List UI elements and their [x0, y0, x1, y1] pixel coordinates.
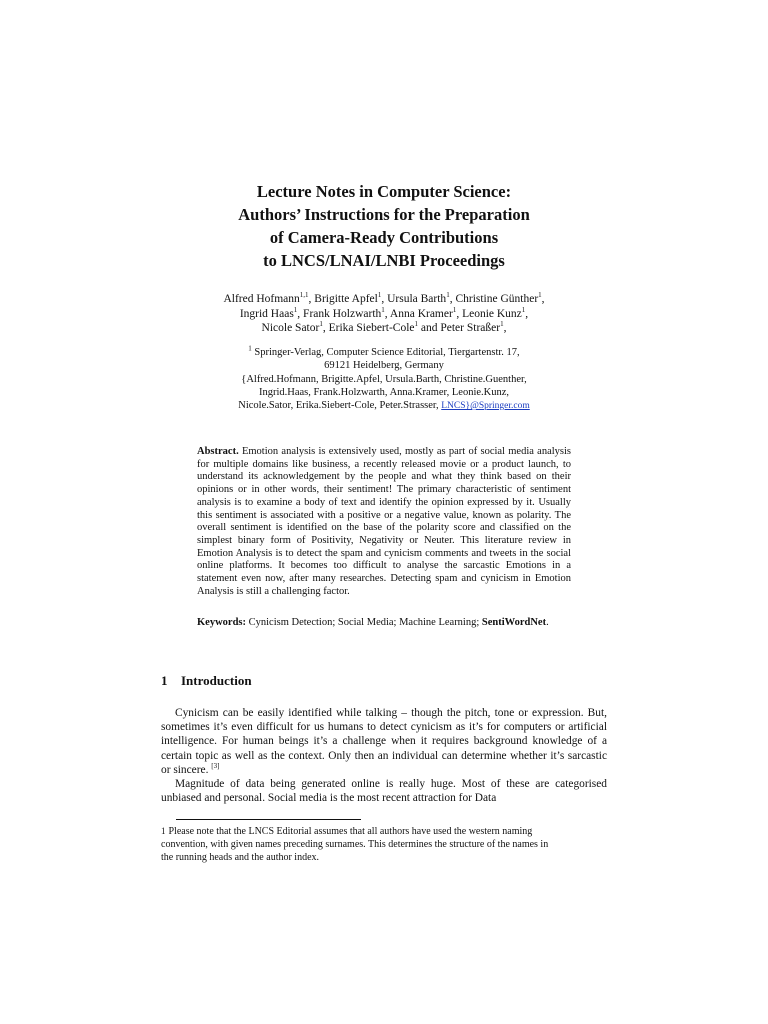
- section-title: Introduction: [181, 673, 252, 688]
- keywords-text: Cynicism Detection; Social Media; Machine Learning;: [246, 617, 482, 628]
- keywords: Keywords: Cynicism Detection; Social Media; Machine Learning; SentiWordNet.: [197, 617, 549, 628]
- title-line-4: to LNCS/LNAI/LNBI Proceedings: [263, 251, 505, 270]
- title-line-3: of Camera-Ready Contributions: [269, 228, 499, 247]
- paragraph-2: Magnitude of data being generated online is really huge. Most of these are categorised unbiased and personal. Social media is the most recent attraction for Data: [161, 778, 607, 805]
- section-heading: [161, 673, 252, 689]
- author-line-2: Ingrid Haas$^1$, Frank Holzwarth$^1$, Anna Kramer$^1$, Leonie Kunz$^1$,: [239, 305, 529, 320]
- author-list: [0, 292, 768, 336]
- introduction-body: [161, 706, 607, 805]
- footnote-divider: [176, 819, 361, 820]
- footnote-mark: 1: [161, 826, 166, 836]
- affiliation-block: [0, 346, 768, 413]
- title-line-2: Authors’ Instructions for the Preparation: [238, 205, 530, 224]
- author-line-3: Nicole Sator$^1$, Erika Siebert-Cole$^1$ and Peter Straßer$^1$,: [261, 320, 507, 334]
- citation-ref: [3]: [211, 762, 220, 771]
- abstract: [197, 446, 571, 598]
- abstract-label: Abstract.: [197, 446, 239, 457]
- abstract-text: Emotion analysis is extensively used, mostly as part of social media analysis for multiple domains like business, a recently released movie or a product launch, to understand its acknowledgement by the people and what they think based on their opinions or in other words, their sentiment! The primary characteristic of sentiment analysis is to examine a body of text and identify the opinion expressed by it. Usually this sentiment is associated with a positive or a negative value, known as polarity. The overall sentiment is identified on the base of the polarity score and classified on the simplest binary form of Positivity, Negativity or Neuter. This literature review in Emotion Analysis is to detect the spam and cynicism comments and tweets in the social online platforms. It becomes too difficult to analyse the sarcastic Emotions in a statement even now, after many researches. Detecting spam and cynicism in Emotion Analysis is still a challenging factor.: [197, 446, 571, 597]
- author-line-1: Alfred Hofmann$^{1,1}$, Brigitte Apfel$^1$, Ursula Barth$^1$, Christine Günther$^1$,: [223, 291, 545, 305]
- keywords-label: Keywords:: [197, 617, 246, 628]
- section-number: 1: [161, 673, 168, 688]
- affiliation-line-4: Ingrid.Haas, Frank.Holzwarth, Anna.Kramer, Leonie.Kunz,: [258, 386, 510, 398]
- paper-title: [0, 180, 768, 272]
- email-link[interactable]: LNCS}@Springer.com: [441, 401, 530, 412]
- footnote-text: Please note that the LNCS Editorial assumes that all authors have used the western naming convention, with given names preceding surnames. This determines the structure of the names in the running heads and the author index.: [161, 826, 549, 863]
- affiliation-line-3: {Alfred.Hofmann, Brigitte.Apfel, Ursula.Barth, Christine.Guenther,: [241, 373, 527, 385]
- paragraph-1: Cynicism can be easily identified while talking – though the pitch, tone or expression. But, sometimes it’s even difficult for us humans to detect cynicism as it’s for computers or artificial intelligence. For human beings it’s a challenge when it requires background knowledge of a certain topic as well as the context. Only then an individual can determine whether it’s sarcastic or sincere. [3]: [161, 707, 607, 776]
- footnote: [161, 825, 561, 864]
- affiliation-line-5: Nicole.Sator, Erika.Siebert-Cole, Peter.Strasser, LNCS}@Springer.com: [238, 400, 530, 412]
- title-line-1: Lecture Notes in Computer Science:: [256, 182, 512, 201]
- affiliation-line-2: 69121 Heidelberg, Germany: [324, 360, 444, 372]
- affiliation-line-1: $^1$ Springer-Verlag, Computer Science Editorial, Tiergartenstr. 17,: [248, 344, 520, 358]
- keywords-bold-tail: SentiWordNet: [481, 617, 547, 628]
